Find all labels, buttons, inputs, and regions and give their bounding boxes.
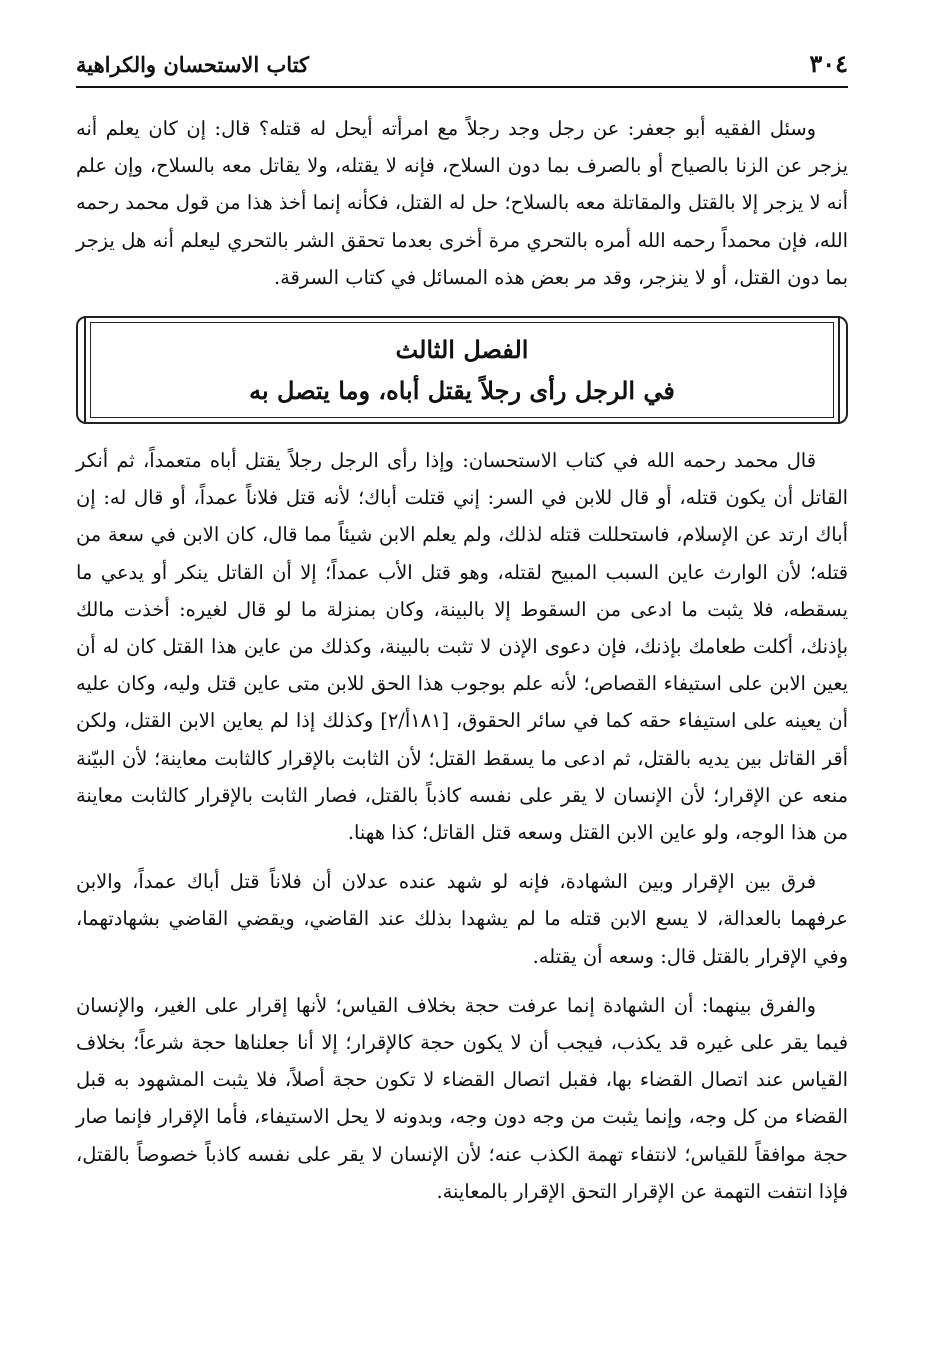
body-paragraph: والفرق بينهما: أن الشهادة إنما عرفت حجة بخلاف القياس؛ لأنها إقرار على الغير، والإنسان فيما يقر على غيره قد يكذب، فيجب أن لا يكون حجة كالإقرار؛ إلا أنا جعلناها حجة شرعاً؛ بخلاف القياس عند اتصال القضاء بها، فقبل اتصال القضاء لا تكون حجة أصلاً، فلا يثبت المشهود به قبل القضاء من كل وجه، وإنما يثبت من وجه دون وجه، وبدونه لا يحل الاستيفاء، فأما الإقرار فإنما صار حجة موافقاً للقياس؛ لانتفاء تهمة الكذب عنه؛ لأن الإنسان لا يقر على نفسه كاذباً خصوصاً بالقتل، فإذا انتفت التهمة عن الإقرار التحق الإقرار بالمعاينة. bbox=[76, 993, 848, 1203]
running-header bbox=[76, 44, 848, 88]
book-page bbox=[76, 44, 848, 1210]
body-paragraph: قال محمد رحمه الله في كتاب الاستحسان: وإذا رأى الرجل رجلاً يقتل أباه متعمداً، ثم أنكر القاتل أن يكون قتله، أو قال للابن في السر: إني قتلت أباك؛ لأنه قتل فلاناً عمداً، أو قال له: إن أباك ارتد عن الإسلام، فاستحللت قتله لذلك، ولم يعلم الابن شيئاً مما قال، كان الابن في سعة من قتله؛ لأن الوارث عاين السبب المبيح لقتله، وهو قتل الأب عمداً؛ إلا أن القاتل ينكر أو يدعي ما يسقطه، فلا يثبت ما ادعى من السقوط إلا بالبينة، وكان بمنزلة ما لو قال لغيره: أخذت مالك بإذنك، أكلت طعامك بإذنك، فإن دعوى الإذن لا تثبت بالبينة، وكذلك من عاين هذا القتل كان له أن يعين الابن على استيفاء القصاص؛ لأنه علم بوجوب هذا الحق للابن متى عاين قتل وليه، وكان عليه أن يعينه على استيفاء حقه كما في سائر الحقوق، [١٨١أ/٢] وكذلك إذا لم يعاين الابن القتل، ولكن أقر القاتل بين يديه بالقتل، ثم ادعى ما يسقط القتل؛ لأن الثابت بالإقرار كالثابت معاينة؛ لأن البيّنة منعه عن الإقرار؛ لأن الإنسان لا يقر على نفسه كاذباً بالقتل، فصار الثابت بالإقرار كالثابت معاينة من هذا الوجه، ولو عاين الابن القتل وسعه قتل القاتل؛ كذا ههنا. bbox=[76, 449, 848, 845]
chapter-heading-frame bbox=[84, 316, 840, 424]
chapter-subtitle: في الرجل رأى رجلاً يقتل أباه، وما يتصل به bbox=[249, 376, 675, 406]
book-title: كتاب الاستحسان والكراهية bbox=[76, 52, 310, 77]
intro-paragraph: وسئل الفقيه أبو جعفر: عن رجل وجد رجلاً مع امرأته أيحل له قتله؟ قال: إن كان يعلم أنه يزجر عن الزنا بالصياح أو بالصرف بما دون السلاح، فإنه لا يقتله، ولا يقاتل معه بالسلاح، وإن علم أنه لا يزجر إلا بالقتل والمقاتلة معه بالسلاح؛ حل له القتل، فكأنه إنما أخذ هذا من قول محمد رحمه الله، فإن محمداً رحمه الله أمره بالتحري مرة أخرى بعدما تحقق الشر بالتحري ليعلم أنه هل يزجر بما دون القتل، أو لا ينزجر، وقد مر بعض هذه المسائل في كتاب السرقة. bbox=[76, 117, 848, 289]
body-paragraph: فرق بين الإقرار وبين الشهادة، فإنه لو شهد عنده عدلان أن فلاناً قتل أباك عمداً، والابن عرفهما بالعدالة، لا يسع الابن قتله ما لم يشهدا بذلك عند القاضي، ويقضي القاضي بشهادتهما، وفي الإقرار بالقتل قال: وسعه أن يقتله. bbox=[76, 870, 848, 968]
chapter-title: الفصل الثالث bbox=[395, 335, 529, 365]
page-number: ٣٠٤ bbox=[809, 49, 848, 78]
